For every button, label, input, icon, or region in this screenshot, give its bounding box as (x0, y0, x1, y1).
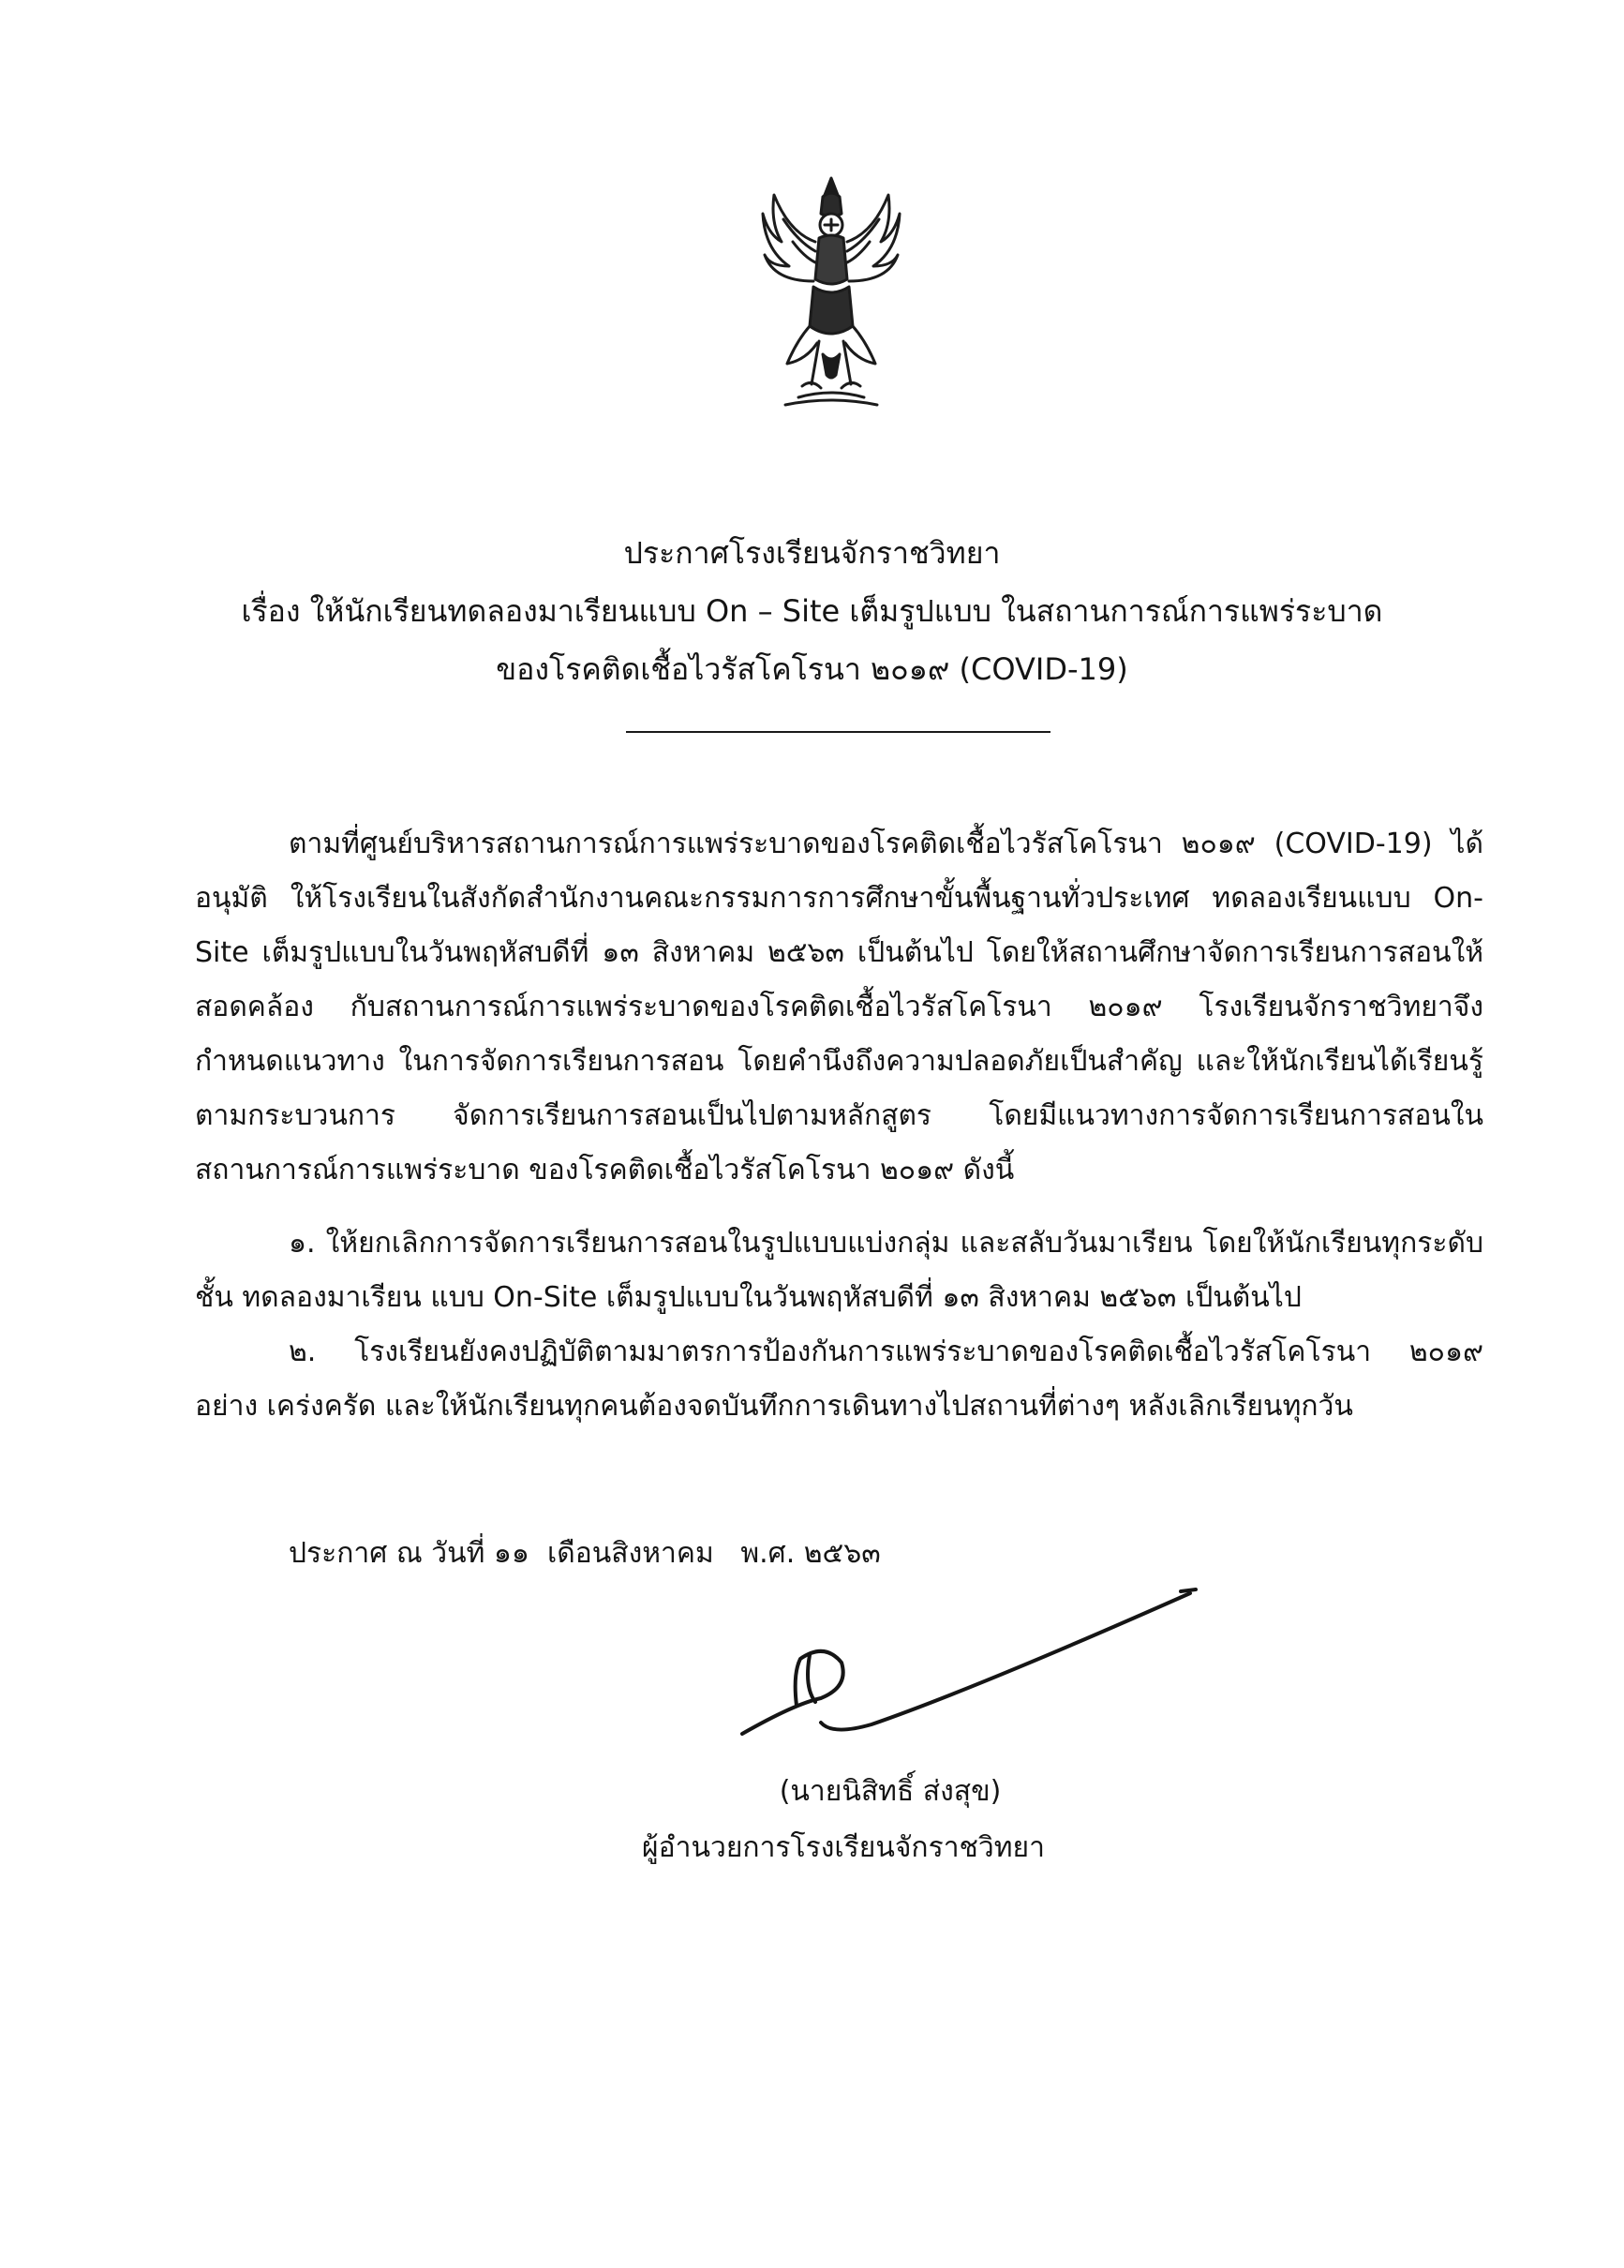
garuda-emblem (761, 176, 901, 415)
title-divider (626, 731, 1050, 733)
announcement-title: ประกาศโรงเรียนจักราชวิทยา (623, 535, 1001, 571)
intro-paragraph-text: ตามที่ศูนย์บริหารสถานการณ์การแพร่ระบาดของโรคติดเชื้อไวรัสโคโรนา ๒๐๑๙ (COVID-19) ได้อนุมัติ ให้โรงเรียนในสังกัดสำนักงานคณะกรรมการการศึกษาขั้นพื้นฐานทั่วประเทศ ทดลองเรียนแบบ On-Site เต็มรูปแบบในวันพฤหัสบดีที่ ๑๓ สิงหาคม ๒๕๖๓ เป็นต้นไป โดยให้สถานศึกษาจัดการเรียนการสอนให้สอดคล้อง กับสถานการณ์การแพร่ระบาดของโรคติดเชื้อไวรัสโคโรนา ๒๐๑๙ โรงเรียนจักราชวิทยาจึงกำหนดแนวทาง ในการจัดการเรียนการสอน โดยคำนึงถึงความปลอดภัยเป็นสำคัญ และให้นักเรียนได้เรียนรู้ตามกระบวนการ จัดการเรียนการสอนเป็นไปตามหลักสูตร โดยมีแนวทางการจัดการเรียนการสอนในสถานการณ์การแพร่ระบาด ของโรคติดเชื้อไวรัสโคโรนา ๒๐๑๙ ดังนี้ (195, 828, 1483, 1186)
handwritten-signature (731, 1584, 1199, 1753)
directive-item-1 (195, 1216, 1483, 1325)
subject-line: เรื่อง ให้นักเรียนทดลองมาเรียนแบบ On – Site เต็มรูปแบบ ในสถานการณ์การแพร่ระบาด (241, 593, 1383, 629)
signer-name: (นายนิสิทธิ์ ส่งสุข) (779, 1775, 1002, 1808)
directive-item-2-text: ๒. โรงเรียนยังคงปฏิบัติตามมาตรการป้องกันการแพร่ระบาดของโรคติดเชื้อไวรัสโคโรนา ๒๐๑๙ อย่าง เคร่งครัด และให้นักเรียนทุกคนต้องจดบันทึกการเดินทางไปสถานที่ต่างๆ หลังเลิกเรียนทุกวัน (195, 1335, 1483, 1423)
subject-line-continued: ของโรคติดเชื้อไวรัสโคโรนา ๒๐๑๙ (COVID-19) (496, 651, 1128, 687)
directive-item-1-text: ๑. ให้ยกเลิกการจัดการเรียนการสอนในรูปแบบแบ่งกลุ่ม และสลับวันมาเรียน โดยให้นักเรียนทุกระดับชั้น ทดลองมาเรียน แบบ On-Site เต็มรูปแบบในวันพฤหัสบดีที่ ๑๓ สิงหาคม ๒๕๖๓ เป็นต้นไป (195, 1227, 1483, 1314)
announcement-date: ประกาศ ณ วันที่ ๑๑ เดือนสิงหาคม พ.ศ. ๒๕๖๓ (289, 1537, 881, 1570)
signer-title: ผู้อำนวยการโรงเรียนจักราชวิทยา (642, 1831, 1045, 1864)
directive-item-2 (195, 1325, 1483, 1434)
intro-paragraph (195, 817, 1483, 1198)
